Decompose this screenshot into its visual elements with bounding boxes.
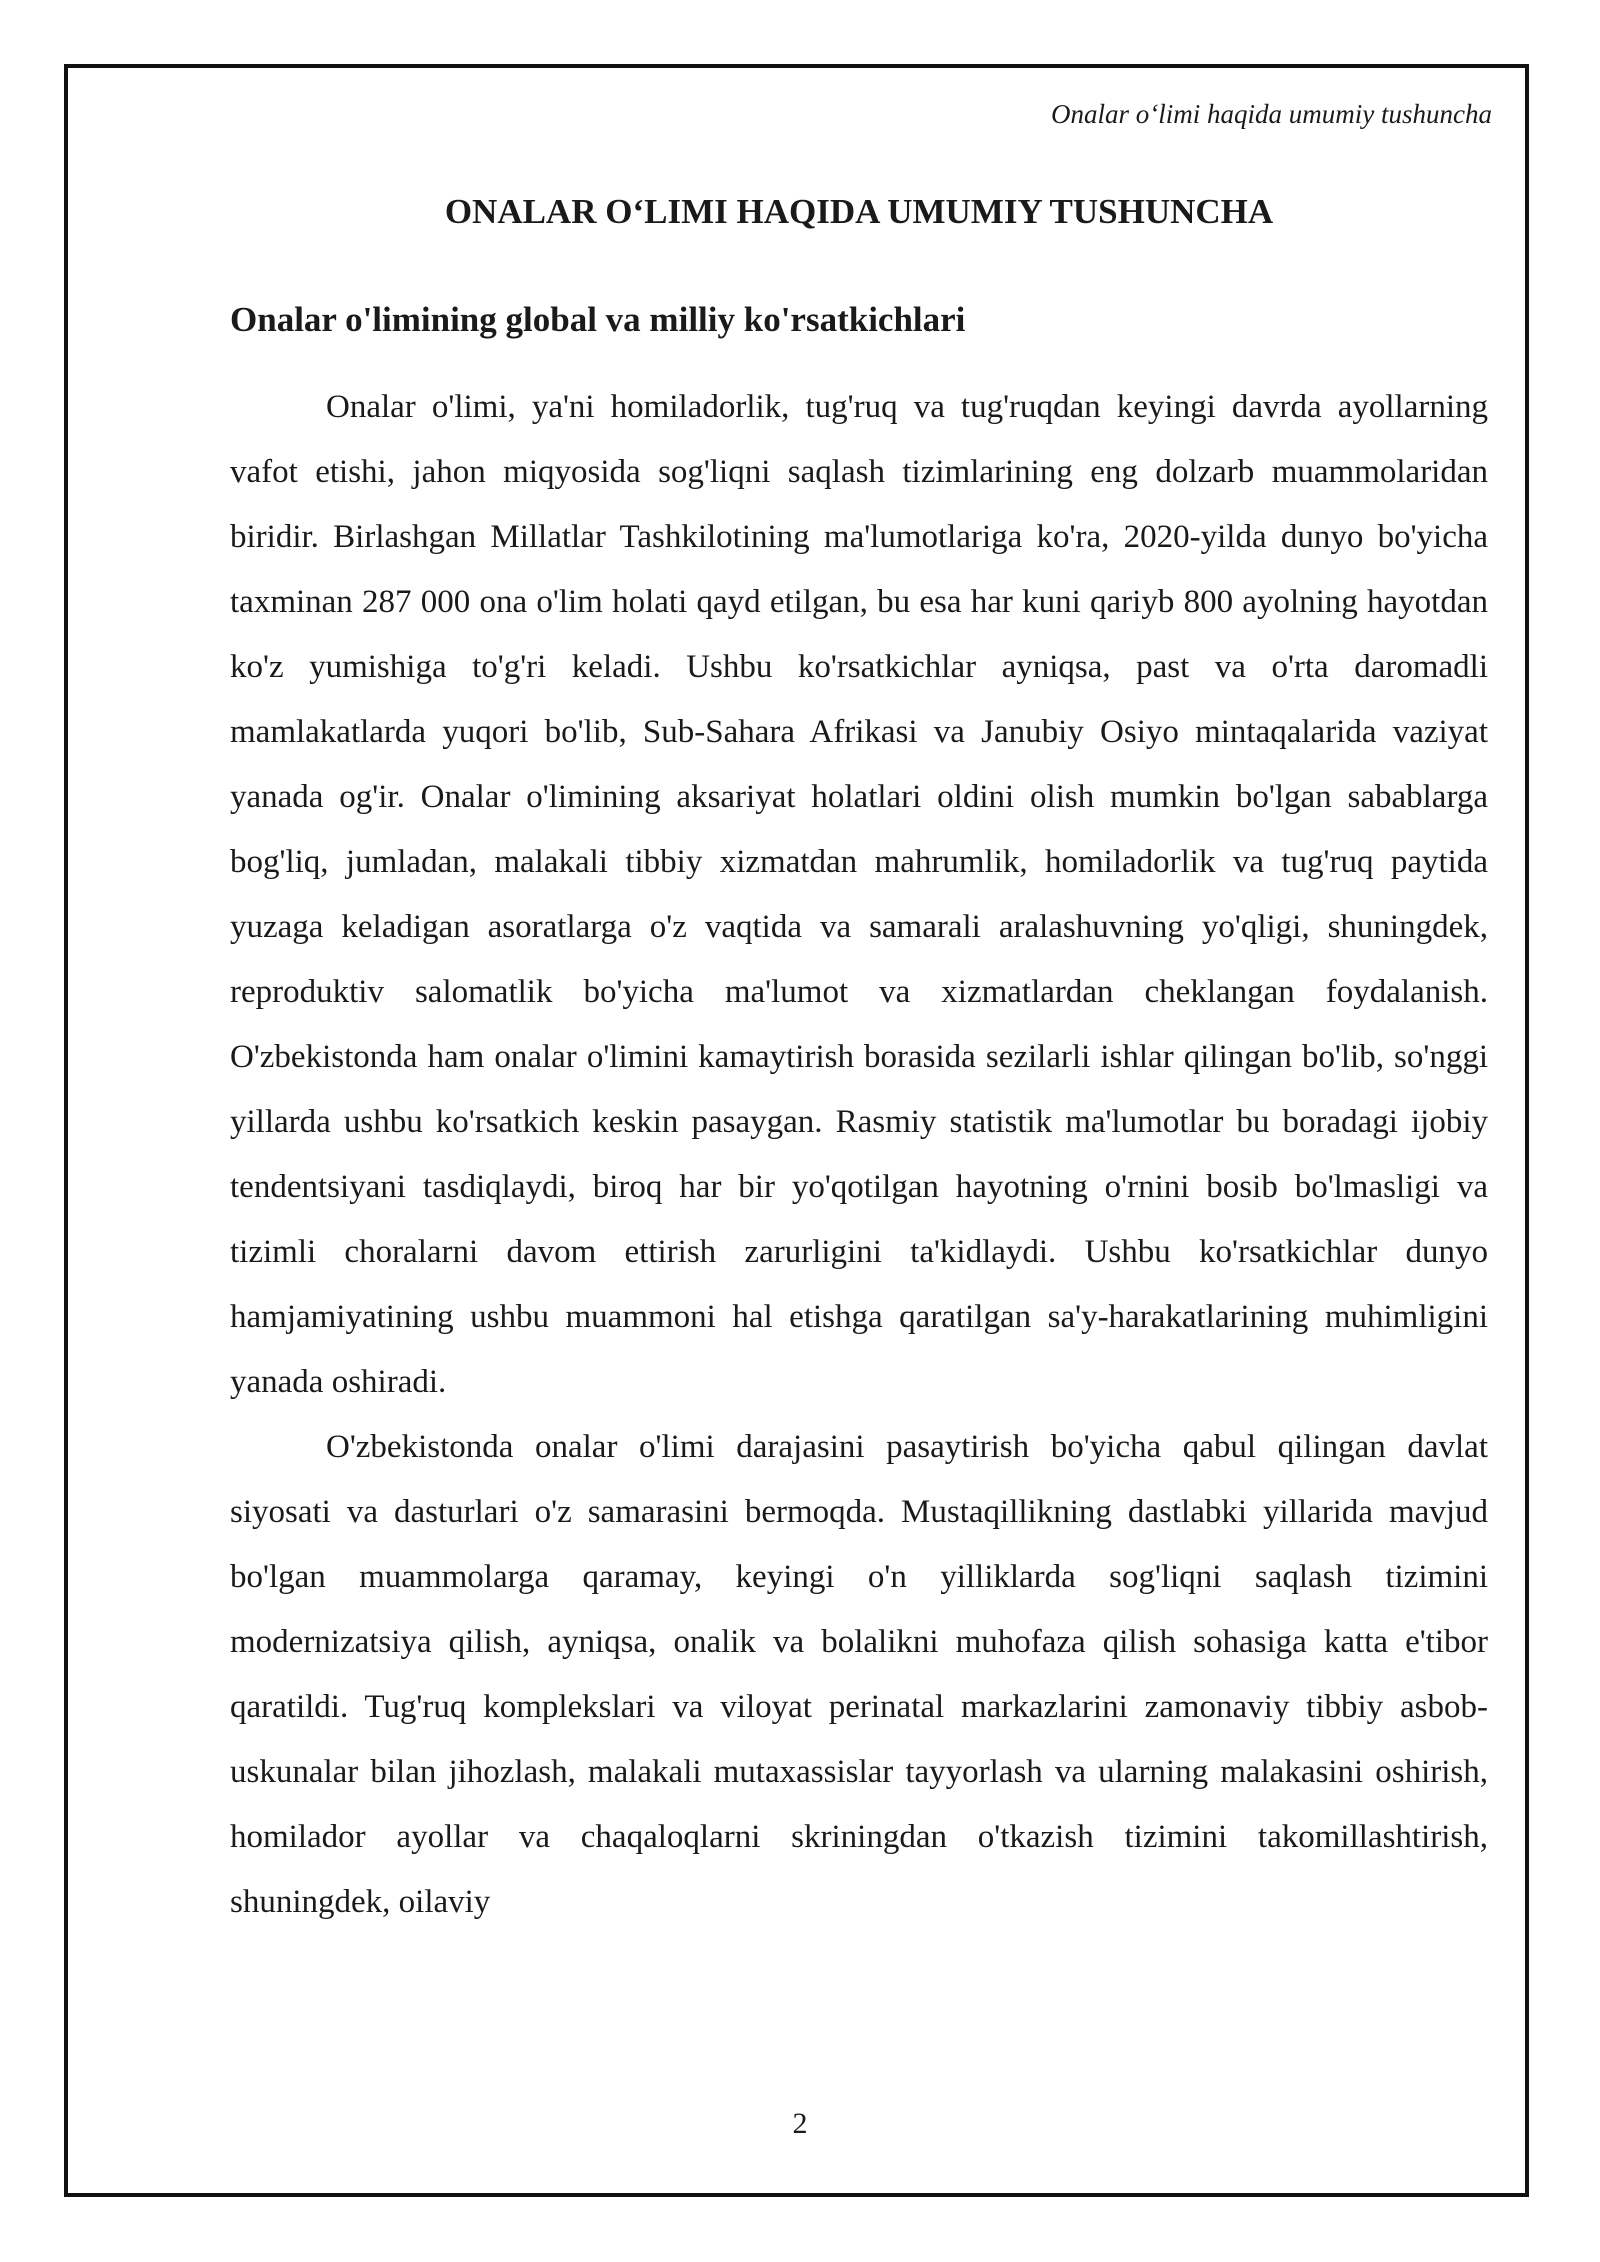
body-text — [230, 375, 1488, 1935]
running-header: Onalar o‘limi haqida umumiy tushuncha — [1051, 99, 1492, 129]
paragraph: O'zbekistonda onalar o'limi darajasini pasaytirish bo'yicha qabul qilingan davlat siyosati va dasturlari o'z samarasini bermoqda. Mustaqillikning dastlabki yillarida mavjud bo'lgan muammolarga qaramay, keyingi o'n yilliklarda sog'liqni saqlash tizimini modernizatsiya qilish, ayniqsa, onalik va bolalikni muhofaza qilish sohasiga katta e'tibor qaratildi. Tug'ruq komplekslari va viloyat perinatal markazlarini zamonaviy tibbiy asbob-uskunalar bilan jihozlash, malakali mutaxassislar tayyorlash va ularning malakasini oshirish, homilador ayollar va chaqaloqlarni skriningdan o'tkazish tizimini takomillashtirish, shuningdek, oilaviy — [230, 1429, 1488, 1920]
document-title: ONALAR O‘LIMI HAQIDA UMUMIY TUSHUNCHA — [444, 192, 1274, 231]
page-number: 2 — [792, 2107, 808, 2140]
section-heading: Onalar o'limining global va milliy ko'rsatkichlari — [230, 300, 966, 339]
paragraph: Onalar o'limi, ya'ni homiladorlik, tug'ruq va tug'ruqdan keyingi davrda ayollarning vafot etishi, jahon miqyosida sog'liqni saqlash tizimlarining eng dolzarb muammolaridan biridir. Birlashgan Millatlar Tashkilotining ma'lumotlariga ko'ra, 2020-yilda dunyo bo'yicha taxminan 287 000 ona o'lim holati qayd etilgan, bu esa har kuni qariyb 800 ayolning hayotdan ko'z yumishiga to'g'ri keladi. Ushbu ko'rsatkichlar ayniqsa, past va o'rta daromadli mamlakatlarda yuqori bo'lib, Sub-Sahara Afrikasi va Janubiy Osiyo mintaqalarida vaziyat yanada og'ir. Onalar o'limining aksariyat holatlari oldini olish mumkin bo'lgan sabablarga bog'liq, jumladan, malakali tibbiy xizmatdan mahrumlik, homiladorlik va tug'ruq paytida yuzaga keladigan asoratlarga o'z vaqtida va samarali aralashuvning yo'qligi, shuningdek, reproduktiv salomatlik bo'yicha ma'lumot va xizmatlardan cheklangan foydalanish. O'zbekistonda ham onalar o'limini kamaytirish borasida sezilarli ishlar qilingan bo'lib, so'nggi yillarda ushbu ko'rsatkich keskin pasaygan. Rasmiy statistik ma'lumotlar bu boradagi ijobiy tendentsiyani tasdiqlaydi, biroq har bir yo'qotilgan hayotning o'rnini bosib bo'lmasligi va tizimli choralarni davom ettirish zarurligini ta'kidlaydi. Ushbu ko'rsatkichlar dunyo hamjamiyatining ushbu muammoni hal etishga qaratilgan sa'y-harakatlarining muhimligini yanada oshiradi. — [230, 389, 1488, 1400]
